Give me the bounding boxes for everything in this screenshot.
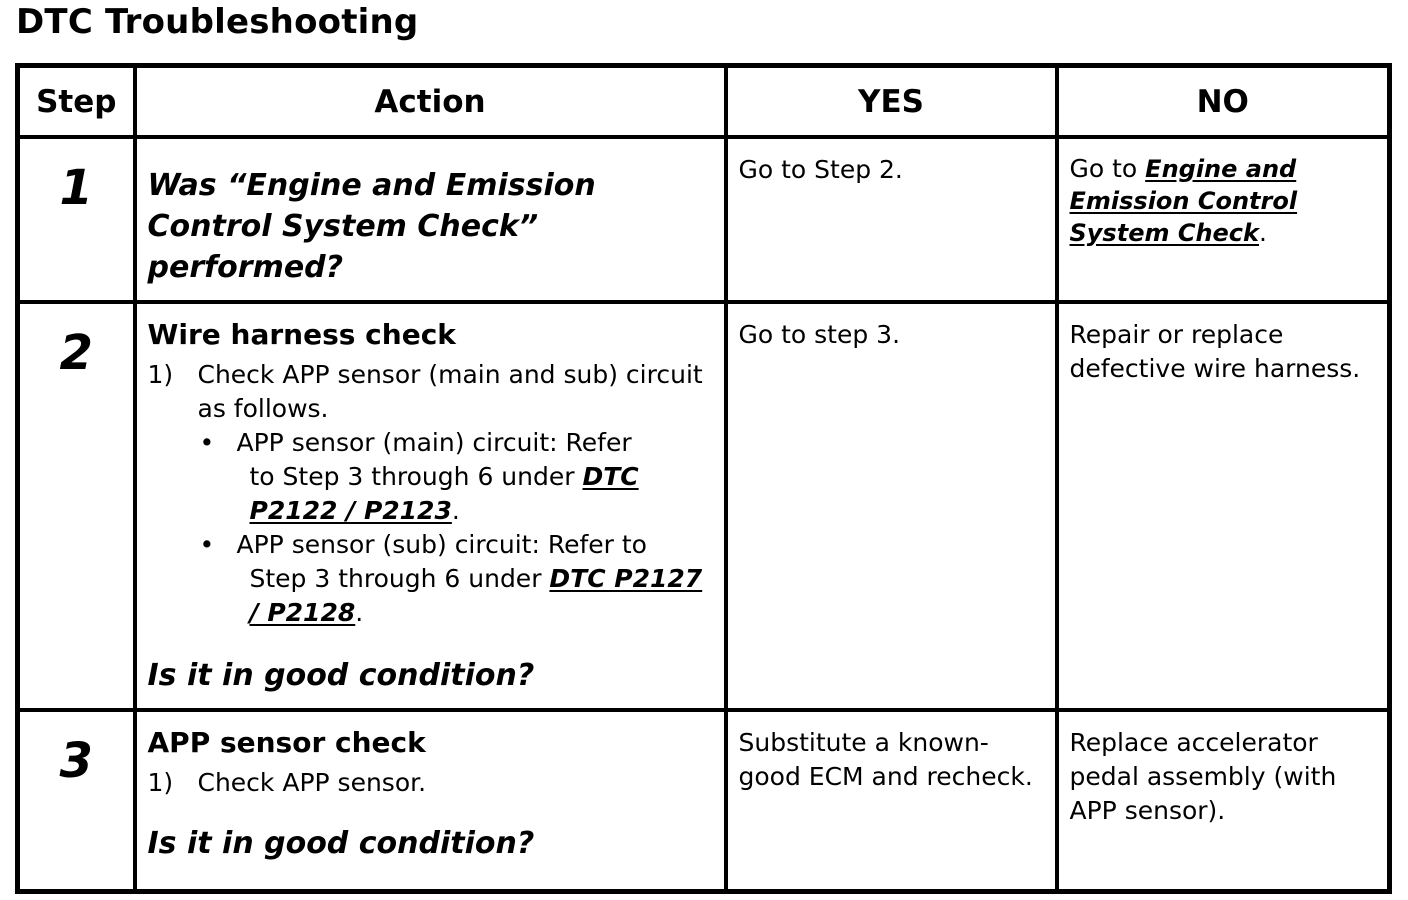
yes-cell [726,302,1057,710]
troubleshooting-table [15,63,1392,894]
bullet-dot: • [199,428,215,457]
step-number: 3 [59,733,93,789]
reference-link[interactable]: Engine and Emission Control System Check [1069,155,1298,247]
numbered-item [148,358,714,630]
step-cell [18,710,135,891]
yes-text: Go to step 3. [738,320,901,349]
no-cell [1057,137,1390,302]
header-row [18,66,1390,138]
action-content [137,304,724,706]
bullet-body [237,426,714,528]
bullet-continuation [237,562,714,630]
header-no: NO [1057,66,1390,138]
no-suffix: . [1259,218,1267,247]
yes-text: Substitute a known-good ECM and recheck. [738,728,1033,791]
action-question: Is it in good condition? [147,826,535,861]
no-text [1059,139,1388,259]
bullet-item [198,528,714,630]
yes-text: Go to Step 2. [738,155,903,184]
action-cell [135,302,726,710]
action-question: Was “Engine and Emission Control System Check” performed? [147,168,596,285]
bullet-item [198,426,714,528]
action-title: APP sensor check [147,726,426,759]
numbered-item [148,766,714,800]
yes-cell [726,710,1057,891]
dtc-link[interactable]: DTC P2122 / P2123 [249,462,639,525]
bullet-continuation [237,460,714,528]
bullet-body [237,528,714,630]
action-cell [135,137,726,302]
bullet-text: APP sensor (main) circuit: Refer [236,428,632,457]
dtc-link[interactable]: DTC P2127 / P2128 [249,564,703,627]
no-cell [1057,710,1390,891]
no-text: Repair or replace defective wire harness. [1069,320,1361,383]
action-title: Wire harness check [147,318,456,351]
header-step: Step [18,66,135,138]
header-yes: YES [726,66,1057,138]
step-number: 2 [59,325,93,381]
no-prefix: Go to [1069,154,1146,183]
item-number: 1) [147,360,174,389]
bullet-cont-text: to Step 3 through 6 under [249,462,583,491]
bullet-suffix: . [355,598,364,627]
item-text: Check APP sensor. [197,768,427,797]
item-body [198,358,714,630]
item-number: 1) [147,768,174,797]
step-cell [18,137,135,302]
bullet-suffix: . [451,496,460,525]
table-row [18,710,1390,891]
table-row [18,137,1390,302]
page-title: DTC Troubleshooting [16,2,419,42]
no-cell [1057,302,1390,710]
step-number: 1 [59,160,93,216]
bullet-text: APP sensor (sub) circuit: Refer to [236,530,647,559]
action-question: Is it in good condition? [147,658,535,693]
step-cell [18,302,135,710]
no-text: Replace accelerator pedal assembly (with APP sensor). [1069,728,1337,825]
action-content [137,712,724,874]
bullet-cont-text: Step 3 through 6 under [249,564,550,593]
action-cell [135,710,726,891]
bullet-dot: • [199,530,215,559]
header-action: Action [135,66,726,138]
item-text: Check APP sensor (main and sub) circuit as follows. [197,360,703,423]
table-row [18,302,1390,710]
yes-cell [726,137,1057,302]
